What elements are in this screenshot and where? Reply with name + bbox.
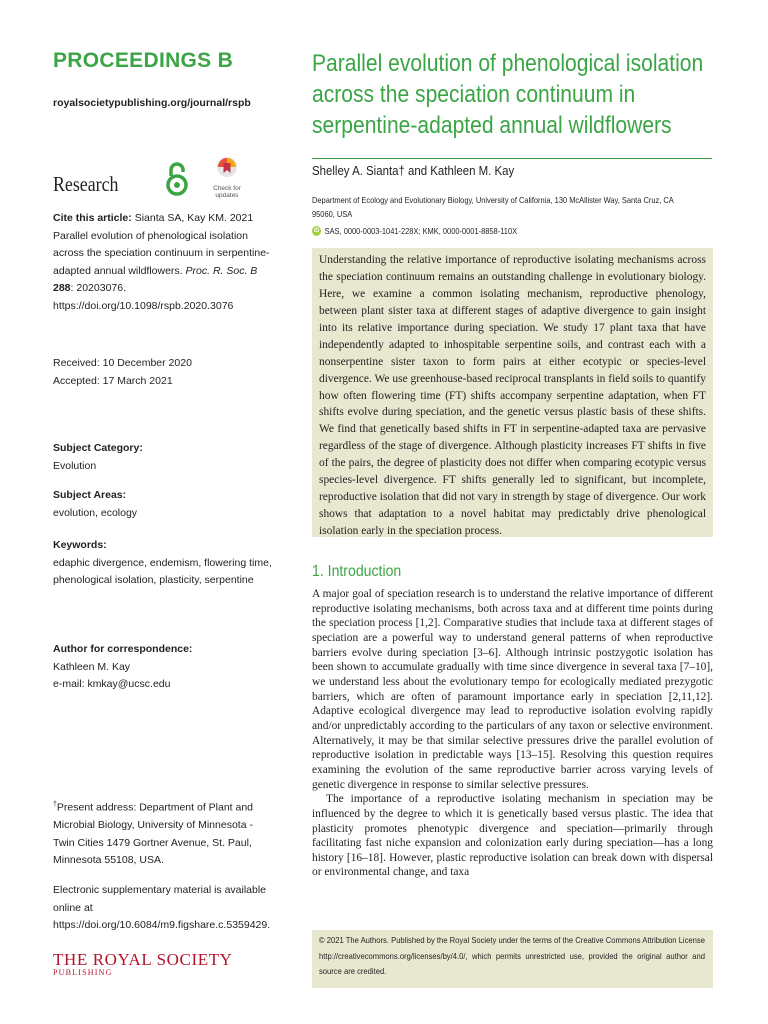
keywords-value: edaphic divergence, endemism, flowering time, phenological isolation, plasticity, serpentine xyxy=(53,556,272,587)
subject-category-label: Subject Category: xyxy=(53,442,143,454)
open-access-icon xyxy=(164,160,190,196)
introduction-body xyxy=(312,587,713,880)
journal-site-link[interactable]: royalsocietypublishing.org/journal/rspb xyxy=(53,97,251,109)
citation-volume: 288 xyxy=(53,282,71,295)
accepted-date: Accepted: 17 March 2021 xyxy=(53,374,173,387)
article-authors: Shelley A. Sianta† and Kathleen M. Kay xyxy=(312,163,515,178)
supplementary-material-note[interactable]: Electronic supplementary material is available online at https://doi.org/10.6084/m9.figshare.c.5359429. xyxy=(53,884,271,932)
correspondence-block xyxy=(53,641,275,694)
email-label: e-mail: xyxy=(53,678,88,691)
orcid-ids[interactable]: SAS, 0000-0003-1041-228X; KMK, 0000-0001-8858-110X xyxy=(324,226,518,236)
journal-name[interactable]: PROCEEDINGS B xyxy=(53,49,234,72)
intro-paragraph-2: The importance of a reproductive isolating mechanism in speciation may be influenced by the degree to which it is genetically based versus plastic. The idea that plasticity promotes phenotypic divergence and speciation—primarily through facilitating fast niche expansion and colonization early during speciation—has a long history [16–18]. However, plastic reproductive isolation can break down with dispersal or environmental change, and taxa xyxy=(312,793,713,879)
citation-doi-link[interactable]: https://doi.org/10.1098/rspb.2020.3076 xyxy=(53,299,234,312)
correspondence-name: Kathleen M. Kay xyxy=(53,660,131,673)
author-affiliation: Department of Ecology and Evolutionary Biology, University of California, 130 McAllister Way, Santa Cruz, CA 95060, USA xyxy=(312,195,674,219)
subject-areas-value: evolution, ecology xyxy=(53,506,138,519)
publisher-sub: PUBLISHING xyxy=(53,968,113,977)
abstract-panel xyxy=(312,248,713,537)
article-title: Parallel evolution of phenological isolation across the speciation continuum in serpentine-adapted annual wildflowers xyxy=(312,50,704,139)
subject-category-value: Evolution xyxy=(53,459,97,472)
license-panel xyxy=(312,930,713,988)
footnote-mark: † xyxy=(53,801,57,808)
publisher-name: THE ROYAL SOCIETY xyxy=(53,950,233,969)
subject-areas-label: Subject Areas: xyxy=(53,489,127,501)
subject-category-block xyxy=(53,440,275,475)
dates-block xyxy=(53,355,275,390)
intro-paragraph-1: A major goal of speciation research is to understand the relative importance of different reproductive isolating mechanisms, both across taxa and at different time points during the speciation process [1,2]. Comparative studies that include taxa at different stages of speciation are a powerful way to understand general patterns of when reproductive barriers evolve during speciation [3–6]. Although intrinsic postzygotic isolation has been shown to accumulate gradually with time since divergence in several taxa [7–10], we understand less about the evolutionary tempo for ecologically mediated prezygotic barriers, which are often of paramount importance early in speciation [2,11,12]. Adaptive ecological divergence may lead to reproductive isolation evolving rapidly and/or unpredictably according to the particulars of any taxon or selective environment. Alternatively, it may be that similar selective pressures drive the parallel evolution of reproductive isolation in predictable ways [13–15]. Resolving this question requires examining the evolution of the same reproductive barrier across varying levels of genetic divergence in response to similar selective pressures. xyxy=(312,588,713,791)
citation-text: Sianta SA, Kay KM. 2021 Parallel evolution of phenological isolation across the speciation continuum in serpentine-adapted annual wildflowers. xyxy=(53,212,270,277)
citation-pages: : 20203076. xyxy=(70,282,126,295)
check-for-updates-label: Check for updates xyxy=(213,185,241,199)
citation-label: Cite this article: xyxy=(53,212,132,224)
subject-areas-block xyxy=(53,487,275,522)
license-text: © 2021 The Authors. Published by the Royal Society under the terms of the Creative Commons Attribution License http://creativecommons.org/licenses/by/4.0/, which permits unrestricted use, provided the original author and source are credited. xyxy=(319,936,705,977)
keywords-block xyxy=(53,537,275,590)
check-for-updates-icon xyxy=(216,156,238,180)
abstract-text: Understanding the relative importance of reproductive isolating mechanisms across the speciation continuum remains an outstanding challenge in evolutionary biology. Here, we examine a common isolating mechanism, reproductive phenology, between plant sister taxa at different stages of adaptive divergence to gain insight into its relative importance during speciation. We study 17 plant taxa that have independently adapted to inhospitable serpentine soils, and contrast each with a nonserpentine sister taxon to form pairs at either ecotypic or species-level divergence. We use greenhouse-based reciprocal transplants in field soils to quantify how often flowering time (FT) shifts accompany serpentine adaptation, when FT shifts evolve during speciation, and the genetic versus plastic basis of these shifts. We find that genetically based shifts in FT in serpentine-adapted taxa are pervasive regardless of the stage of divergence. Although plasticity increases FT shifts in five of the pairs, the degree of plasticity does not differ when comparing ecotypic versus species-level divergence. FT shifts generally led to significant, but incomplete, reproductive isolation that did not vary in strength by stage of divergence. Our work shows that adaptation to a novel habitat may predictably drive phenological isolation early in the speciation process. xyxy=(319,254,706,537)
check-for-updates-button[interactable] xyxy=(205,156,249,199)
title-divider xyxy=(312,158,712,159)
citation-journal: Proc. R. Soc. B xyxy=(185,264,258,277)
present-address-text: Present address: Department of Plant and Microbial Biology, University of Minnesota - Twin Cities 1479 Gortner Avenue, St. Paul, Minnesota 55108, USA. xyxy=(53,801,254,867)
publisher-logo[interactable] xyxy=(53,950,233,977)
orcid-line xyxy=(312,226,517,236)
present-address-note xyxy=(53,796,275,870)
section-label: Research xyxy=(53,172,119,196)
received-date: Received: 10 December 2020 xyxy=(53,357,192,369)
orcid-icon[interactable]: iD xyxy=(313,228,320,234)
keywords-label: Keywords: xyxy=(53,539,107,551)
correspondence-email-link[interactable]: kmkay@ucsc.edu xyxy=(87,678,171,691)
section-heading-introduction: 1. Introduction xyxy=(312,563,402,580)
correspondence-label: Author for correspondence: xyxy=(53,643,193,655)
citation-block xyxy=(53,210,275,316)
